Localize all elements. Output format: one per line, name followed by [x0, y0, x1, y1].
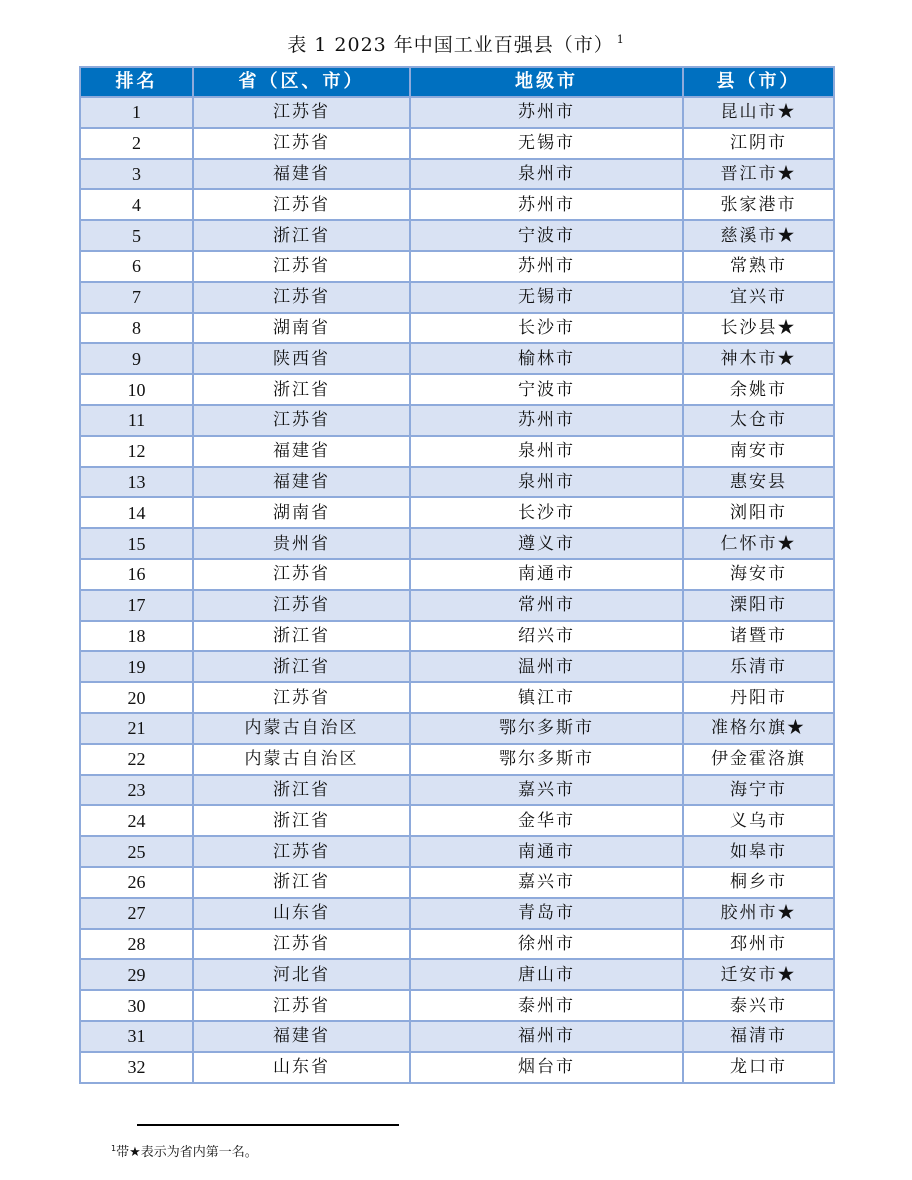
cell-city: 镇江市 — [410, 682, 683, 713]
table-row — [80, 959, 834, 990]
table-row — [80, 744, 834, 775]
table-row — [80, 621, 834, 652]
cell-city: 无锡市 — [410, 282, 683, 313]
cell-county: 胶州市★ — [683, 898, 834, 929]
caption-footnote-marker: 1 — [616, 33, 625, 46]
cell-city: 苏州市 — [410, 97, 683, 128]
cell-rank: 22 — [80, 744, 193, 775]
cell-rank: 5 — [80, 220, 193, 251]
cell-province: 福建省 — [193, 159, 410, 190]
cell-rank: 11 — [80, 405, 193, 436]
cell-province: 河北省 — [193, 959, 410, 990]
cell-province: 浙江省 — [193, 775, 410, 806]
table-row — [80, 929, 834, 960]
cell-county: 海安市 — [683, 559, 834, 590]
cell-province: 浙江省 — [193, 867, 410, 898]
table-row — [80, 189, 834, 220]
table-row — [80, 467, 834, 498]
cell-county: 福清市 — [683, 1021, 834, 1052]
cell-city: 泰州市 — [410, 990, 683, 1021]
cell-county: 溧阳市 — [683, 590, 834, 621]
cell-rank: 28 — [80, 929, 193, 960]
cell-city: 鄂尔多斯市 — [410, 744, 683, 775]
cell-rank: 23 — [80, 775, 193, 806]
cell-rank: 19 — [80, 651, 193, 682]
cell-county: 宜兴市 — [683, 282, 834, 313]
cell-city: 绍兴市 — [410, 621, 683, 652]
cell-city: 鄂尔多斯市 — [410, 713, 683, 744]
cell-county: 如皋市 — [683, 836, 834, 867]
cell-rank: 7 — [80, 282, 193, 313]
table-row — [80, 343, 834, 374]
cell-province: 山东省 — [193, 898, 410, 929]
cell-province: 内蒙古自治区 — [193, 744, 410, 775]
cell-rank: 13 — [80, 467, 193, 498]
cell-county: 浏阳市 — [683, 497, 834, 528]
cell-province: 江苏省 — [193, 590, 410, 621]
cell-county: 诸暨市 — [683, 621, 834, 652]
cell-city: 泉州市 — [410, 159, 683, 190]
cell-rank: 2 — [80, 128, 193, 159]
cell-rank: 14 — [80, 497, 193, 528]
cell-province: 贵州省 — [193, 528, 410, 559]
cell-county: 丹阳市 — [683, 682, 834, 713]
cell-province: 江苏省 — [193, 128, 410, 159]
cell-rank: 21 — [80, 713, 193, 744]
cell-county: 桐乡市 — [683, 867, 834, 898]
cell-rank: 4 — [80, 189, 193, 220]
cell-rank: 32 — [80, 1052, 193, 1083]
table-row — [80, 436, 834, 467]
cell-rank: 17 — [80, 590, 193, 621]
cell-city: 徐州市 — [410, 929, 683, 960]
cell-rank: 10 — [80, 374, 193, 405]
cell-county: 迁安市★ — [683, 959, 834, 990]
table-row — [80, 775, 834, 806]
cell-province: 福建省 — [193, 467, 410, 498]
cell-province: 浙江省 — [193, 220, 410, 251]
cell-province: 湖南省 — [193, 497, 410, 528]
cell-rank: 29 — [80, 959, 193, 990]
cell-province: 湖南省 — [193, 313, 410, 344]
table-row — [80, 528, 834, 559]
cell-county: 余姚市 — [683, 374, 834, 405]
cell-city: 无锡市 — [410, 128, 683, 159]
header-city: 地级市 — [410, 67, 683, 97]
cell-city: 常州市 — [410, 590, 683, 621]
table-row — [80, 713, 834, 744]
table-row — [80, 497, 834, 528]
cell-province: 浙江省 — [193, 805, 410, 836]
cell-city: 福州市 — [410, 1021, 683, 1052]
cell-rank: 24 — [80, 805, 193, 836]
table-row — [80, 682, 834, 713]
cell-city: 嘉兴市 — [410, 775, 683, 806]
cell-rank: 9 — [80, 343, 193, 374]
cell-city: 宁波市 — [410, 220, 683, 251]
header-rank: 排名 — [80, 67, 193, 97]
cell-county: 泰兴市 — [683, 990, 834, 1021]
cell-city: 金华市 — [410, 805, 683, 836]
table-row — [80, 97, 834, 128]
cell-province: 江苏省 — [193, 559, 410, 590]
table-row — [80, 898, 834, 929]
cell-rank: 18 — [80, 621, 193, 652]
cell-county: 伊金霍洛旗 — [683, 744, 834, 775]
cell-county: 长沙县★ — [683, 313, 834, 344]
cell-county: 龙口市 — [683, 1052, 834, 1083]
cell-rank: 1 — [80, 97, 193, 128]
cell-county: 乐清市 — [683, 651, 834, 682]
table-row — [80, 990, 834, 1021]
cell-rank: 30 — [80, 990, 193, 1021]
cell-county: 神木市★ — [683, 343, 834, 374]
table-row — [80, 1021, 834, 1052]
footnote-marker: 1 — [111, 1144, 117, 1153]
table-row — [80, 374, 834, 405]
table-row — [80, 128, 834, 159]
table-header-row — [80, 67, 834, 97]
cell-city: 烟台市 — [410, 1052, 683, 1083]
cell-city: 遵义市 — [410, 528, 683, 559]
cell-rank: 8 — [80, 313, 193, 344]
cell-province: 陕西省 — [193, 343, 410, 374]
table-row — [80, 313, 834, 344]
footnote — [111, 1141, 258, 1160]
cell-city: 南通市 — [410, 559, 683, 590]
cell-county: 晋江市★ — [683, 159, 834, 190]
caption-text: 表 1 2023 年中国工业百强县（市） — [287, 34, 614, 56]
cell-city: 青岛市 — [410, 898, 683, 929]
cell-city: 苏州市 — [410, 405, 683, 436]
cell-city: 泉州市 — [410, 467, 683, 498]
table-row — [80, 282, 834, 313]
cell-county: 邳州市 — [683, 929, 834, 960]
cell-rank: 25 — [80, 836, 193, 867]
cell-rank: 16 — [80, 559, 193, 590]
table-caption — [0, 30, 912, 57]
table-row — [80, 651, 834, 682]
cell-county: 义乌市 — [683, 805, 834, 836]
cell-county: 南安市 — [683, 436, 834, 467]
cell-province: 福建省 — [193, 1021, 410, 1052]
cell-province: 江苏省 — [193, 189, 410, 220]
table-body — [80, 97, 834, 1083]
cell-city: 嘉兴市 — [410, 867, 683, 898]
cell-city: 温州市 — [410, 651, 683, 682]
cell-province: 浙江省 — [193, 621, 410, 652]
cell-county: 张家港市 — [683, 189, 834, 220]
table-row — [80, 251, 834, 282]
cell-rank: 26 — [80, 867, 193, 898]
cell-county: 慈溪市★ — [683, 220, 834, 251]
cell-county: 海宁市 — [683, 775, 834, 806]
cell-city: 苏州市 — [410, 189, 683, 220]
table-row — [80, 805, 834, 836]
cell-county: 昆山市★ — [683, 97, 834, 128]
cell-rank: 3 — [80, 159, 193, 190]
cell-county: 准格尔旗★ — [683, 713, 834, 744]
cell-province: 江苏省 — [193, 405, 410, 436]
table-row — [80, 405, 834, 436]
cell-province: 江苏省 — [193, 990, 410, 1021]
footnote-divider — [137, 1124, 399, 1126]
cell-city: 宁波市 — [410, 374, 683, 405]
table-row — [80, 836, 834, 867]
cell-county: 太仓市 — [683, 405, 834, 436]
cell-province: 江苏省 — [193, 282, 410, 313]
cell-city: 长沙市 — [410, 313, 683, 344]
table-row — [80, 220, 834, 251]
header-county: 县（市） — [683, 67, 834, 97]
cell-city: 唐山市 — [410, 959, 683, 990]
cell-province: 江苏省 — [193, 682, 410, 713]
table-row — [80, 559, 834, 590]
industrial-top-counties-table — [79, 66, 835, 1084]
cell-province: 浙江省 — [193, 651, 410, 682]
cell-province: 山东省 — [193, 1052, 410, 1083]
cell-city: 苏州市 — [410, 251, 683, 282]
cell-county: 常熟市 — [683, 251, 834, 282]
footnote-text: 带★表示为省内第一名。 — [116, 1145, 258, 1160]
cell-rank: 20 — [80, 682, 193, 713]
cell-province: 浙江省 — [193, 374, 410, 405]
cell-rank: 31 — [80, 1021, 193, 1052]
cell-county: 惠安县 — [683, 467, 834, 498]
cell-city: 长沙市 — [410, 497, 683, 528]
cell-province: 江苏省 — [193, 836, 410, 867]
cell-county: 仁怀市★ — [683, 528, 834, 559]
cell-province: 江苏省 — [193, 251, 410, 282]
cell-rank: 6 — [80, 251, 193, 282]
cell-province: 江苏省 — [193, 929, 410, 960]
cell-rank: 12 — [80, 436, 193, 467]
cell-city: 泉州市 — [410, 436, 683, 467]
cell-county: 江阴市 — [683, 128, 834, 159]
table-row — [80, 867, 834, 898]
cell-province: 内蒙古自治区 — [193, 713, 410, 744]
cell-city: 南通市 — [410, 836, 683, 867]
cell-city: 榆林市 — [410, 343, 683, 374]
cell-rank: 27 — [80, 898, 193, 929]
header-province: 省（区、市） — [193, 67, 410, 97]
table-row — [80, 1052, 834, 1083]
cell-province: 江苏省 — [193, 97, 410, 128]
table-row — [80, 159, 834, 190]
cell-province: 福建省 — [193, 436, 410, 467]
cell-rank: 15 — [80, 528, 193, 559]
table-row — [80, 590, 834, 621]
